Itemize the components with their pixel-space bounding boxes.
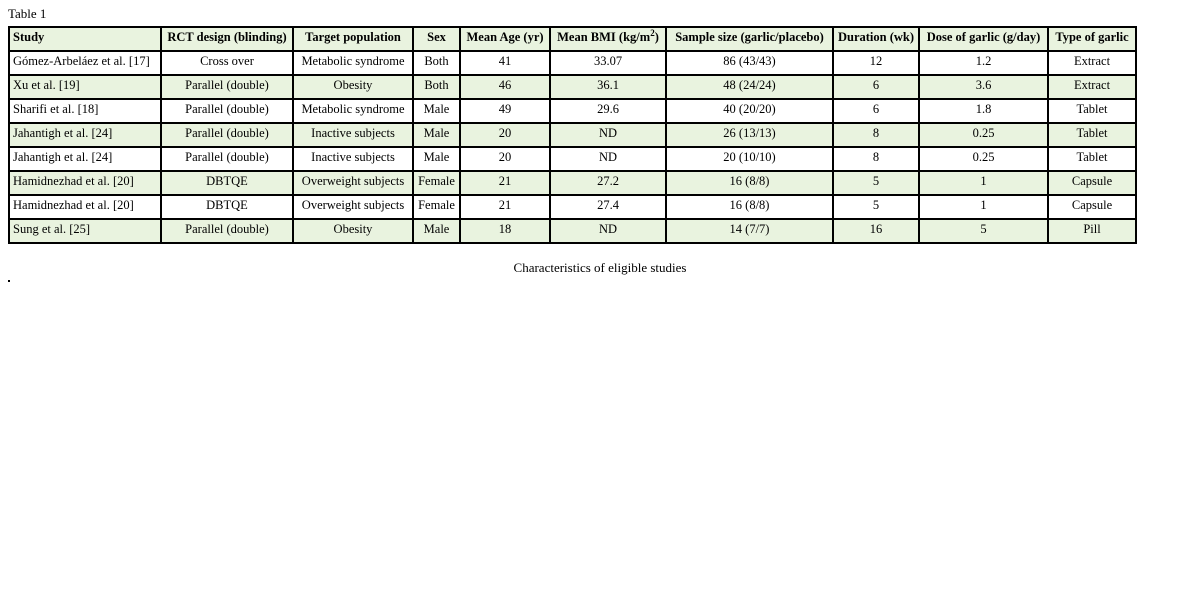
cell-duration: 16 xyxy=(833,219,919,243)
column-header-dose: Dose of garlic (g/day) xyxy=(919,27,1048,51)
column-header-rct-design: RCT design (blinding) xyxy=(161,27,293,51)
cell-duration: 8 xyxy=(833,147,919,171)
cell-rct-design: Parallel (double) xyxy=(161,99,293,123)
cell-sex: Male xyxy=(413,123,460,147)
table-row xyxy=(9,51,1136,75)
cell-sample-size: 16 (8/8) xyxy=(666,195,833,219)
cell-dose: 0.25 xyxy=(919,147,1048,171)
cell-target-population: Overweight subjects xyxy=(293,171,413,195)
cell-type: Extract xyxy=(1048,51,1136,75)
cell-target-population: Inactive subjects xyxy=(293,123,413,147)
cell-study: Xu et al. [19] xyxy=(9,75,161,99)
cell-sample-size: 40 (20/20) xyxy=(666,99,833,123)
column-header-target-population: Target population xyxy=(293,27,413,51)
cell-type: Extract xyxy=(1048,75,1136,99)
cell-rct-design: Parallel (double) xyxy=(161,75,293,99)
table-row xyxy=(9,75,1136,99)
cell-sex: Male xyxy=(413,147,460,171)
column-header-mean-age: Mean Age (yr) xyxy=(460,27,550,51)
study-characteristics-table xyxy=(8,26,1137,244)
mean-bmi-label: Mean BMI (kg/m xyxy=(557,30,651,44)
cell-target-population: Metabolic syndrome xyxy=(293,99,413,123)
column-header-mean-bmi xyxy=(550,27,666,51)
cell-dose: 3.6 xyxy=(919,75,1048,99)
mean-bmi-close: ) xyxy=(654,30,659,44)
cell-mean-bmi: 33.07 xyxy=(550,51,666,75)
cell-mean-bmi: ND xyxy=(550,123,666,147)
cell-sample-size: 14 (7/7) xyxy=(666,219,833,243)
table-caption: Characteristics of eligible studies xyxy=(513,260,687,275)
cell-target-population: Obesity xyxy=(293,75,413,99)
cell-dose: 1 xyxy=(919,171,1048,195)
cell-sample-size: 26 (13/13) xyxy=(666,123,833,147)
cell-sex: Female xyxy=(413,195,460,219)
cell-dose: 0.25 xyxy=(919,123,1048,147)
column-header-sex: Sex xyxy=(413,27,460,51)
cell-type: Tablet xyxy=(1048,123,1136,147)
cell-mean-bmi: 27.2 xyxy=(550,171,666,195)
column-header-duration: Duration (wk) xyxy=(833,27,919,51)
cell-dose: 1 xyxy=(919,195,1048,219)
cell-duration: 12 xyxy=(833,51,919,75)
cell-type: Pill xyxy=(1048,219,1136,243)
cell-rct-design: DBTQE xyxy=(161,171,293,195)
column-header-sample-size: Sample size (garlic/placebo) xyxy=(666,27,833,51)
cell-mean-bmi: 36.1 xyxy=(550,75,666,99)
table-label: Table 1 xyxy=(8,6,47,21)
cell-study: Sung et al. [25] xyxy=(9,219,161,243)
cell-type: Tablet xyxy=(1048,147,1136,171)
cell-mean-age: 49 xyxy=(460,99,550,123)
cell-study: Sharifi et al. [18] xyxy=(9,99,161,123)
cell-study: Jahantigh et al. [24] xyxy=(9,147,161,171)
cell-sample-size: 16 (8/8) xyxy=(666,171,833,195)
cell-target-population: Metabolic syndrome xyxy=(293,51,413,75)
cell-duration: 6 xyxy=(833,99,919,123)
cell-type: Capsule xyxy=(1048,195,1136,219)
cell-sample-size: 20 (10/10) xyxy=(666,147,833,171)
cell-target-population: Inactive subjects xyxy=(293,147,413,171)
cell-type: Tablet xyxy=(1048,99,1136,123)
cell-duration: 5 xyxy=(833,171,919,195)
cell-sample-size: 48 (24/24) xyxy=(666,75,833,99)
cell-mean-bmi: ND xyxy=(550,219,666,243)
footnote-dot xyxy=(8,280,10,282)
cell-dose: 5 xyxy=(919,219,1048,243)
cell-mean-age: 46 xyxy=(460,75,550,99)
cell-rct-design: Parallel (double) xyxy=(161,123,293,147)
cell-rct-design: DBTQE xyxy=(161,195,293,219)
cell-sample-size: 86 (43/43) xyxy=(666,51,833,75)
table-row xyxy=(9,219,1136,243)
cell-study: Jahantigh et al. [24] xyxy=(9,123,161,147)
cell-rct-design: Cross over xyxy=(161,51,293,75)
cell-mean-bmi: 27.4 xyxy=(550,195,666,219)
cell-duration: 5 xyxy=(833,195,919,219)
cell-target-population: Overweight subjects xyxy=(293,195,413,219)
cell-study: Hamidnezhad et al. [20] xyxy=(9,171,161,195)
cell-study: Gómez-Arbeláez et al. [17] xyxy=(9,51,161,75)
cell-mean-age: 20 xyxy=(460,123,550,147)
cell-dose: 1.8 xyxy=(919,99,1048,123)
cell-sex: Male xyxy=(413,99,460,123)
cell-rct-design: Parallel (double) xyxy=(161,147,293,171)
cell-rct-design: Parallel (double) xyxy=(161,219,293,243)
cell-sex: Male xyxy=(413,219,460,243)
table-row xyxy=(9,195,1136,219)
cell-mean-bmi: ND xyxy=(550,147,666,171)
column-header-study: Study xyxy=(9,27,161,51)
cell-target-population: Obesity xyxy=(293,219,413,243)
table-row xyxy=(9,171,1136,195)
table-row xyxy=(9,99,1136,123)
cell-mean-age: 41 xyxy=(460,51,550,75)
cell-sex: Both xyxy=(413,75,460,99)
cell-mean-bmi: 29.6 xyxy=(550,99,666,123)
cell-dose: 1.2 xyxy=(919,51,1048,75)
cell-mean-age: 18 xyxy=(460,219,550,243)
cell-sex: Female xyxy=(413,171,460,195)
cell-mean-age: 21 xyxy=(460,171,550,195)
table-row xyxy=(9,123,1136,147)
cell-study: Hamidnezhad et al. [20] xyxy=(9,195,161,219)
cell-mean-age: 21 xyxy=(460,195,550,219)
cell-duration: 8 xyxy=(833,123,919,147)
mean-bmi-superscript: 2 xyxy=(650,27,655,38)
cell-mean-age: 20 xyxy=(460,147,550,171)
column-header-type: Type of garlic xyxy=(1048,27,1136,51)
cell-duration: 6 xyxy=(833,75,919,99)
header-row xyxy=(9,27,1136,51)
cell-sex: Both xyxy=(413,51,460,75)
table-row xyxy=(9,147,1136,171)
cell-type: Capsule xyxy=(1048,171,1136,195)
